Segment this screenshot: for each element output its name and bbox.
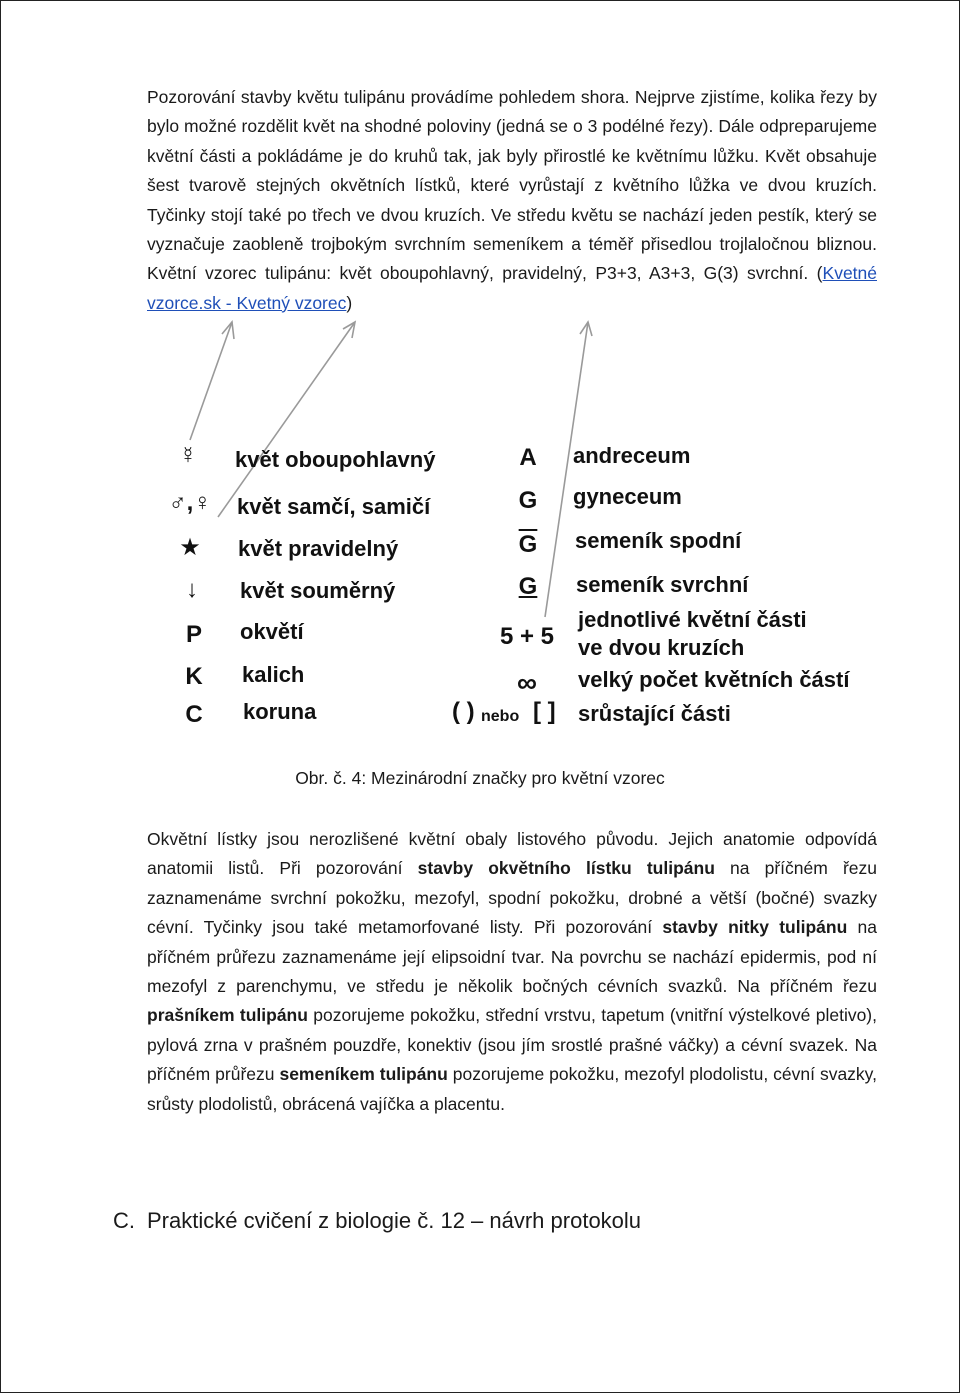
- legend-label-line2: ve dvou kruzích: [578, 635, 745, 660]
- legend-label: semeník spodní: [575, 528, 742, 553]
- symbol-c: C: [185, 701, 203, 728]
- legend-label: andreceum: [573, 443, 691, 468]
- symbol-parentheses: ( ): [452, 698, 475, 725]
- symbol-g-underline: G: [518, 573, 538, 600]
- section-heading: [113, 1208, 641, 1234]
- legend-label: květ oboupohlavný: [235, 447, 436, 472]
- symbol-k: K: [185, 663, 203, 690]
- symbol-g-overline: $\overline{G}$: [518, 531, 538, 558]
- paragraph-text: Okvětní lístky jsou nerozlišené květní obaly listového původu. Jejich anatomie odpovídá anatomii listů. Při pozorování: [147, 829, 877, 879]
- bold-term: prašníkem tulipánu: [147, 1005, 308, 1026]
- nebo-text: nebo: [481, 708, 520, 725]
- symbol-p: P: [185, 621, 202, 648]
- legend-label: jednotlivé květní části: [578, 607, 807, 632]
- infinity-icon: ∞: [517, 667, 537, 698]
- arrow-line: [218, 322, 355, 517]
- bold-term: stavby nitky tulipánu: [662, 917, 848, 938]
- paragraph-text: Pozorování stavby květu tulipánu provádíme pohledem shora. Nejprve zjistíme, kolika řezy by bylo možné rozdělit květ na shodné poloviny (jedná se o 3 podélné řezy). Dále odpreparujeme květní části a pokládáme je do kruhů tak, jak byly přirostlé ke květnímu lůžku. Květ obsahuje šest tvarově stejných okvětních lístků, které vyrůstají z květního lůžka ve dvou kruzích. Tyčinky stojí také po třech ve dvou kruzích. Ve středu květu se nachází jeden pestík, který se vyznačuje zaobleně trojbokým svrchním semeníkem a téměř přisedlou trojlaločnou bliznou. Květní vzorec tulipánu: květ oboupohlavný, pravidelný, P3+3, A3+3, G(3) svrchní. (: [147, 87, 877, 284]
- symbol-5-plus-5: 5 + 5: [499, 623, 555, 650]
- paragraph-text: pozorujeme pokožku, mezofyl plodolistu, cévní svazky, srůsty plodolistů, obrácená vajíčka a placentu.: [147, 1064, 877, 1114]
- paragraph-text: pozorujeme pokožku, střední vrstvu, tapetum (vnitřní výstelkové pletivo), pylová zrna v prašném pouzdře, konektiv (jsou jím srostlé prašné váčky) a cévní svazek. Na příčném průřezu: [147, 1005, 877, 1085]
- bold-term: semeníkem tulipánu: [279, 1064, 448, 1085]
- legend-label: gyneceum: [573, 484, 682, 509]
- section-number: C.: [113, 1208, 135, 1233]
- legend-label: koruna: [243, 699, 317, 724]
- paragraph-text-end: ): [346, 292, 353, 313]
- symbol-a: A: [519, 444, 537, 471]
- paragraph-text: na příčném průřezu zaznamenáme její elipsoidní tvar. Na povrchu se nachází epidermis, pod ní mezofyl z parenchymu, ve středu je několik bočných cévních svazků. Na příčném řezu: [147, 917, 878, 997]
- star-icon: ★: [179, 534, 201, 561]
- arrow-down-icon: ↓: [186, 576, 198, 603]
- symbol-g: G: [518, 487, 538, 514]
- arrow-line: [190, 322, 232, 440]
- section-title: Praktické cvičení z biologie č. 12 – návrh protokolu: [147, 1208, 642, 1233]
- legend-label: semeník svrchní: [576, 572, 749, 597]
- source-link[interactable]: Kvetné vzorce.sk - Kvetný vzorec: [147, 263, 877, 313]
- legend-label: květ samčí, samičí: [237, 494, 431, 519]
- legend-label: srůstající části: [578, 701, 731, 726]
- paragraph-text: na příčném řezu zaznamenáme svrchní pokožku, mezofyl, spodní pokožku, drobné a větší (bočné) svazky cévní. Tyčinky jsou také metamorfované listy. Při pozorování: [147, 858, 878, 938]
- symbol-brackets: [ ]: [533, 698, 556, 725]
- paragraph-anatomy: [147, 825, 877, 1119]
- male-female-symbol: ♂,♀: [168, 489, 212, 516]
- legend-label: květ pravidelný: [238, 536, 399, 561]
- legend-label: kalich: [242, 662, 305, 687]
- bold-term: stavby okvětního lístku tulipánu: [417, 858, 715, 879]
- hermaphrodite-symbol: ☿: [179, 442, 197, 469]
- arrowhead: [222, 322, 234, 339]
- legend-label: květ souměrný: [240, 578, 396, 603]
- legend-label: velký počet květních částí: [578, 667, 850, 692]
- figure-caption: Obr. č. 4: Mezinárodní značky pro květní vzorec: [295, 768, 665, 788]
- legend-label: okvětí: [240, 619, 304, 644]
